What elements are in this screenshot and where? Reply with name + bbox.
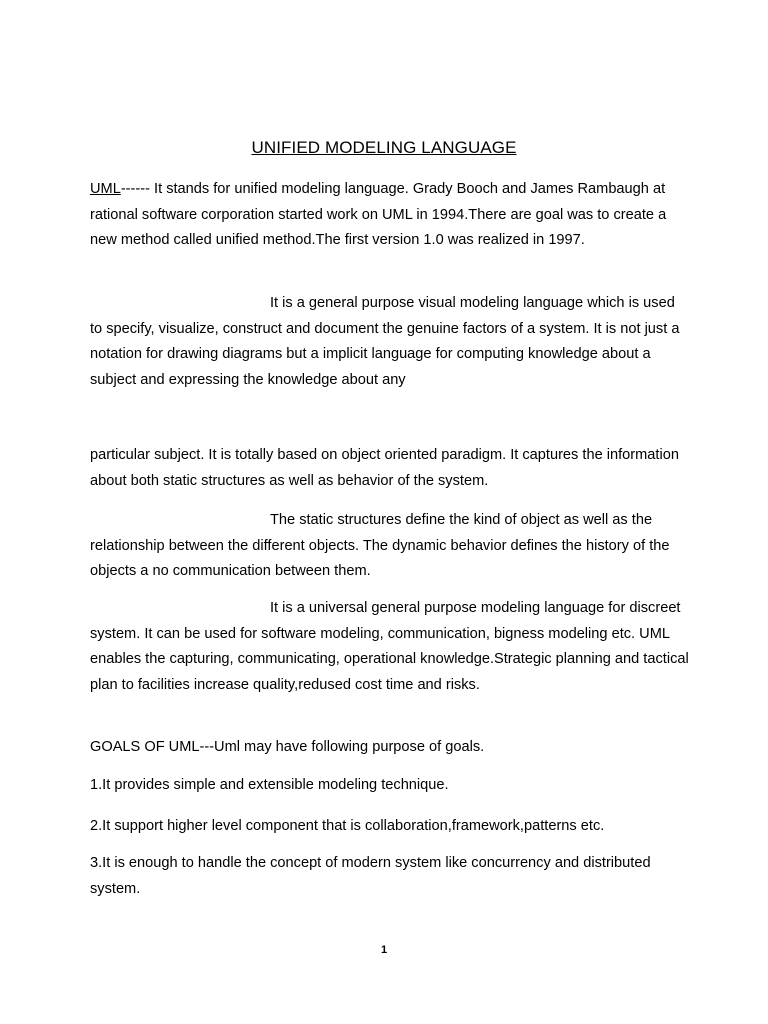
- paragraph-static-structures: [90, 508, 690, 585]
- paragraph-object-oriented: [90, 443, 690, 494]
- intro-text: ------ It stands for unified modeling language. Grady Booch and James Rambaugh at rational software corporation started work on UML in 1994.There are goal was to create a new method called unified method.The first version 1.0 was realized in 1997.: [90, 181, 667, 248]
- goal-item-3: 3.It is enough to handle the concept of modern system like concurrency and distributed system.: [90, 855, 651, 897]
- goals-heading: GOALS OF UML---Uml may have following purpose of goals.: [90, 739, 485, 755]
- paragraph-general-purpose-text: It is a general purpose visual modeling language which is used to specify, visualize, construct and document the genuine factors of a system. It is not just a notation for drawing diagrams but a implicit language for computing knowledge about a subject and expressing the knowledge about any: [90, 295, 680, 388]
- paragraph-object-oriented-text: particular subject. It is totally based on object oriented paradigm. It captures the information about both static structures as well as behavior of the system.: [90, 447, 679, 489]
- goal-item-1: 1.It provides simple and extensible modeling technique.: [90, 777, 449, 793]
- intro-paragraph: [90, 177, 690, 254]
- paragraph-universal-text: It is a universal general purpose modeling language for discreet system. It can be used for software modeling, communication, bigness modeling etc. UML enables the capturing, communicating, operational knowledge.Strategic planning and tactical plan to facilities increase quality,redused cost time and risks.: [90, 600, 689, 693]
- paragraph-static-structures-text: The static structures define the kind of object as well as the relationship between the different objects. The dynamic behavior defines the history of the objects a no communication between them.: [90, 512, 670, 579]
- uml-term: UML: [90, 181, 121, 197]
- document-title: UNIFIED MODELING LANGUAGE: [251, 138, 517, 157]
- page-number: 1: [380, 944, 388, 956]
- paragraph-universal: [90, 596, 690, 698]
- goal-item-2: 2.It support higher level component that is collaboration,framework,patterns etc.: [90, 818, 605, 834]
- paragraph-general-purpose: [90, 291, 690, 393]
